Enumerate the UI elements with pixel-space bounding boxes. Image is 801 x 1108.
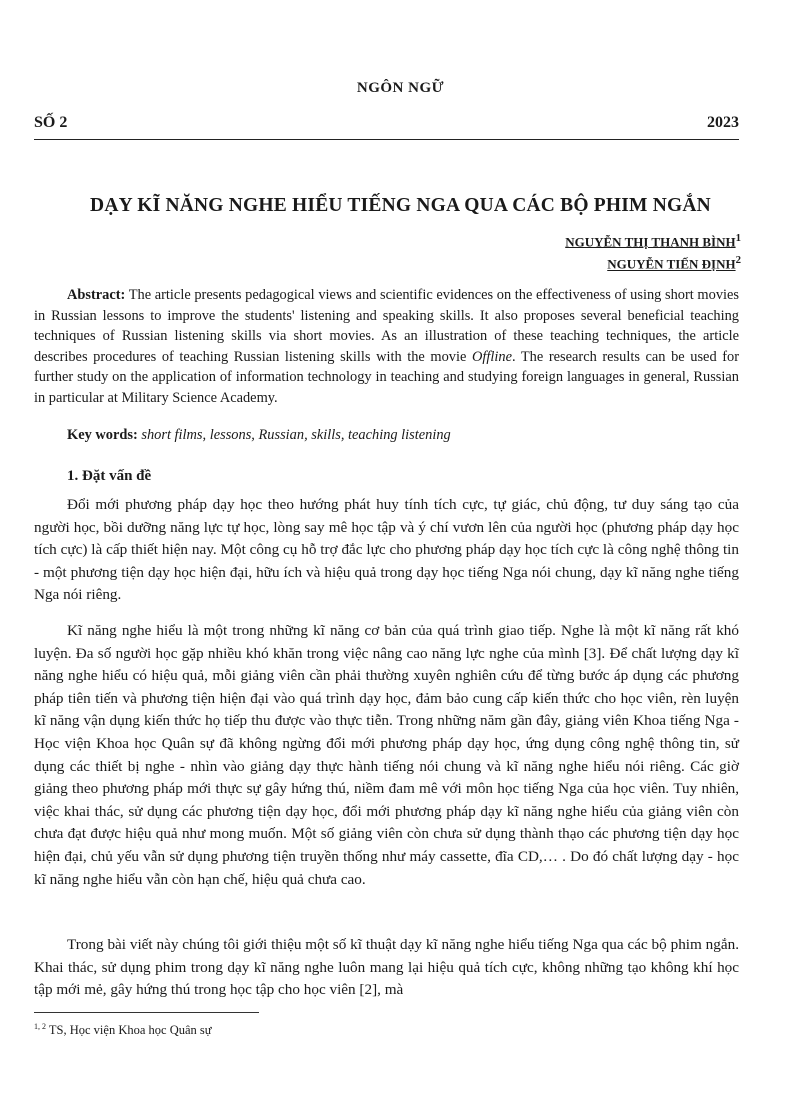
body-paragraph: Trong bài viết này chúng tôi giới thiệu một số kĩ thuật dạy kĩ năng nghe hiểu tiếng Nga qua các bộ phim ngắn. Khai thác, sử dụng phim trong dạy kĩ năng nghe luôn mang lại hiệu quả tích cực, không những tạo không khí học tập mới mẻ, gây hứng thú trong học tập cho học viên [2], mà <box>34 936 739 999</box>
body-paragraph: Đổi mới phương pháp dạy học theo hướng phát huy tính tích cực, tự giác, chủ động, tư duy sáng tạo của người học, bồi dưỡng năng lực tự học, lòng say mê học tập và ý chí vươn lên của người học (phương pháp dạy học tích cực) là cấp thiết hiện nay. Một công cụ hỗ trợ đắc lực cho phương pháp dạy học tích cực là công nghệ thông tin - một phương tiện dạy học hiện đại, hữu ích và hiệu quả trong dạy học tiếng Nga nói chung, dạy kĩ năng nghe tiếng Nga nói riêng. <box>34 496 739 604</box>
header-rule <box>34 139 739 140</box>
author-list <box>565 229 741 274</box>
movie-title: Offline <box>471 348 512 365</box>
author-1 <box>565 229 741 251</box>
footnote-marks: 1, 2 <box>34 1022 46 1031</box>
footnote-text: TS, Học viện Khoa học Quân sự <box>46 1023 212 1038</box>
author-name: NGUYỄN TIẾN ĐỊNH <box>607 256 736 272</box>
keywords-label: Key words: <box>67 427 138 443</box>
body-paragraph: Kĩ năng nghe hiểu là một trong những kĩ năng cơ bản của quá trình giao tiếp. Nghe là một kĩ năng rất khó luyện. Đa số người học gặp nhiều khó khăn trong việc nâng cao năng lực nghe của mình [3]. Để chất lượng dạy kĩ năng nghe hiểu có hiệu quả, mỗi giảng viên cần phải thường xuyên nghiên cứu để từng bước áp dụng các phương pháp tiên tiến và phương tiện hiện đại vào quá trình dạy học, đảm bảo cung cấp kiến thức cho học viên, rèn luyện kĩ năng vận dụng kiến thức họ tiếp thu được vào thực tiễn. Trong những năm gần đây, giảng viên Khoa tiếng Nga - Học viện Khoa học Quân sự đã không ngừng đổi mới phương pháp dạy học, ứng dụng công nghệ thông tin, sử dụng các thiết bị nghe - nhìn vào giảng dạy thực hành tiếng nói chung và kĩ năng nghe hiểu nói riêng. Các giờ giảng theo phương pháp mới thực sự gây hứng thú, niềm đam mê với môn học tiếng Nga của học viên. Tuy nhiên, việc khai thác, sử dụng các phương tiện dạy học, đổi mới phương pháp dạy kĩ năng nghe hiểu của giảng viên còn chưa đạt được hiệu quả như mong muốn. Một số giảng viên còn chưa sử dụng thành thạo các phương tiện dạy học hiện đại, chủ yếu vẫn sử dụng phương tiện truyền thống như máy cassette, đĩa CD,… . Do đó chất lượng dạy - học kĩ năng nghe hiểu vẫn còn hạn chế, hiệu quả chưa cao. <box>34 622 739 888</box>
journal-name: NGÔN NGỮ <box>356 80 445 96</box>
author-2 <box>565 251 741 273</box>
keywords-list: short films, lessons, Russian, skills, teaching listening <box>137 427 451 443</box>
abstract-label: Abstract: <box>67 287 126 303</box>
author-name: NGUYỄN THỊ THANH BÌNH <box>565 234 736 250</box>
footnote-rule <box>34 1012 259 1013</box>
issue-year: 2023 <box>707 114 739 131</box>
issue-number: SỐ 2 <box>34 114 68 131</box>
abstract <box>34 285 739 408</box>
abstract-text-end: . The research results can be used for further study on the application of information technology in teaching and studying foreign languages in general, Russian in particular at Military Science Academy. <box>34 348 740 406</box>
section-heading: 1. Đặt vấn đề <box>67 468 152 484</box>
abstract-text: The article presents pedagogical views and scientific evidences on the effectiveness of using short movies in Russian lessons to improve the students' listening and speaking skills. It also proposes several beneficial teaching techniques of Russian listening skills via short movies. As an illustration of these teaching techniques, the article describes procedures of teaching Russian listening skills with the movie <box>34 287 739 365</box>
article-title: DẠY KĨ NĂNG NGHE HIỂU TIẾNG NGA QUA CÁC BỘ PHIM NGẮN <box>90 195 711 216</box>
author-mark: 2 <box>735 254 741 267</box>
author-mark: 1 <box>735 232 741 244</box>
keywords <box>67 427 451 444</box>
footnote <box>34 1022 212 1038</box>
